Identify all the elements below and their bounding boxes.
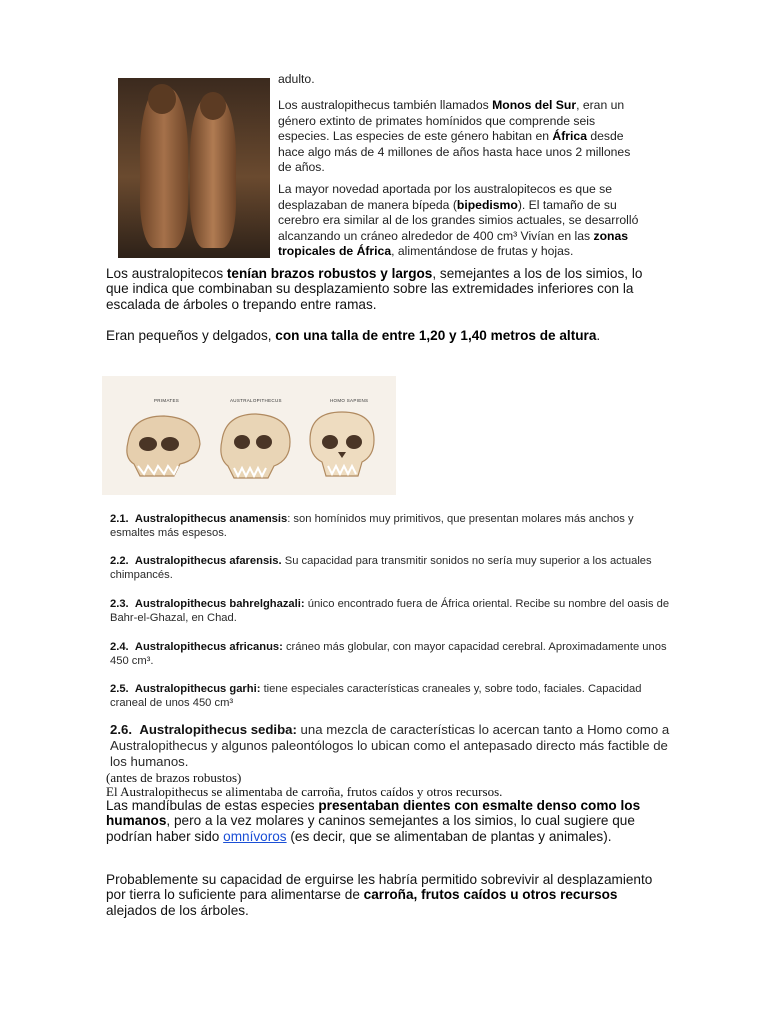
paragraph-talla: Eran pequeños y delgados, con una talla de entre 1,20 y 1,40 metros de altura. xyxy=(106,328,601,343)
paragraph-erguirse: Probablemente su capacidad de erguirse les habría permitido sobrevivir al desplazamiento por tierra lo suficiente para alimentarse de carroña, frutos caídos u otros recursos alejados de los árboles. xyxy=(106,872,653,918)
scan-paragraph-1: Los australopithecus también llamados Monos del Sur, eran un género extinto de primates homínidos que comprende seis especies. Las especies de este género habitan en África desde hace algo más de 4 millones de años hasta hace unos 2 millones de años. xyxy=(278,98,631,174)
species-item-4: 2.4. Australopithecus africanus: cráneo más globular, con mayor capacidad cerebral. Aproximadamente unos 450 cm³. xyxy=(110,641,667,668)
skull-label-homo-sapiens: HOMO SAPIENS xyxy=(330,398,369,403)
skulls-comparison-image xyxy=(102,376,396,495)
species-item-6: 2.6. Australopithecus sediba: una mezcla de características lo acercan tanto a Homo como a Australopithecus y algunos paleontólogos lo ubican como el antepasado directo más factible de los humanos. xyxy=(110,722,670,769)
species-item-5: 2.5. Australopithecus garhi: tiene especiales características craneales y, sobre todo, faciales. Capacidad craneal de unos 450 cm³ xyxy=(110,683,642,710)
primate-skull-icon xyxy=(118,410,208,482)
homo-sapiens-skull-icon xyxy=(302,410,382,482)
paragraph-mandibulas: Las mandíbulas de estas especies presentaban dientes con esmalte denso como los humanos, pero a la vez molares y caninos semejantes a los simios, lo cual sugiere que podrían haber sido omnívoros (es decir, que se alimentaban de plantas y animales). xyxy=(106,798,641,844)
paragraph-brazos: Los australopitecos tenían brazos robustos y largos, semejantes a los de los simios, lo que indica que combinaban su desplazamiento sobre las extremidades inferiores con la escalada de árboles o trepando entre ramas. xyxy=(106,266,643,312)
skull-label-primates: PRIMATES xyxy=(154,398,180,403)
skull-label-australopithecus: AUSTRALOPITHECUS xyxy=(230,398,282,403)
australopithecus-skull-icon xyxy=(210,410,300,482)
omnivoros-link[interactable]: omnívoros xyxy=(223,828,287,844)
species-item-2: 2.2. Australopithecus afarensis. Su capacidad para transmitir sonidos no sería muy superior a los actuales chimpancés. xyxy=(110,555,652,582)
note-antes-brazos: (antes de brazos robustos) xyxy=(106,770,242,785)
note-alimentacion: El Australopithecus se alimentaba de carroña, frutos caídos y otros recursos. xyxy=(106,784,503,799)
scan-line-adulto: adulto. xyxy=(278,72,315,86)
scan-paragraph-2: La mayor novedad aportada por los australopitecos es que se desplazaban de manera bípeda (bipedismo). El tamaño de su cerebro era similar al de los grandes simios actuales, se desarrolló alcanzando un cráneo alrededor de 400 cm³ Vivían en las zonas tropicales de África, alimentándose de frutas y hojas. xyxy=(278,182,639,258)
species-item-3: 2.3. Australopithecus bahrelghazali: único encontrado fuera de África oriental. Recibe su nombre del oasis de Bahr-el-Ghazal, en Chad. xyxy=(110,598,670,625)
species-item-1: 2.1. Australopithecus anamensis: son homínidos muy primitivos, que presentan molares más anchos y esmaltes más espesos. xyxy=(110,513,634,540)
australopithecus-photo xyxy=(118,78,270,258)
